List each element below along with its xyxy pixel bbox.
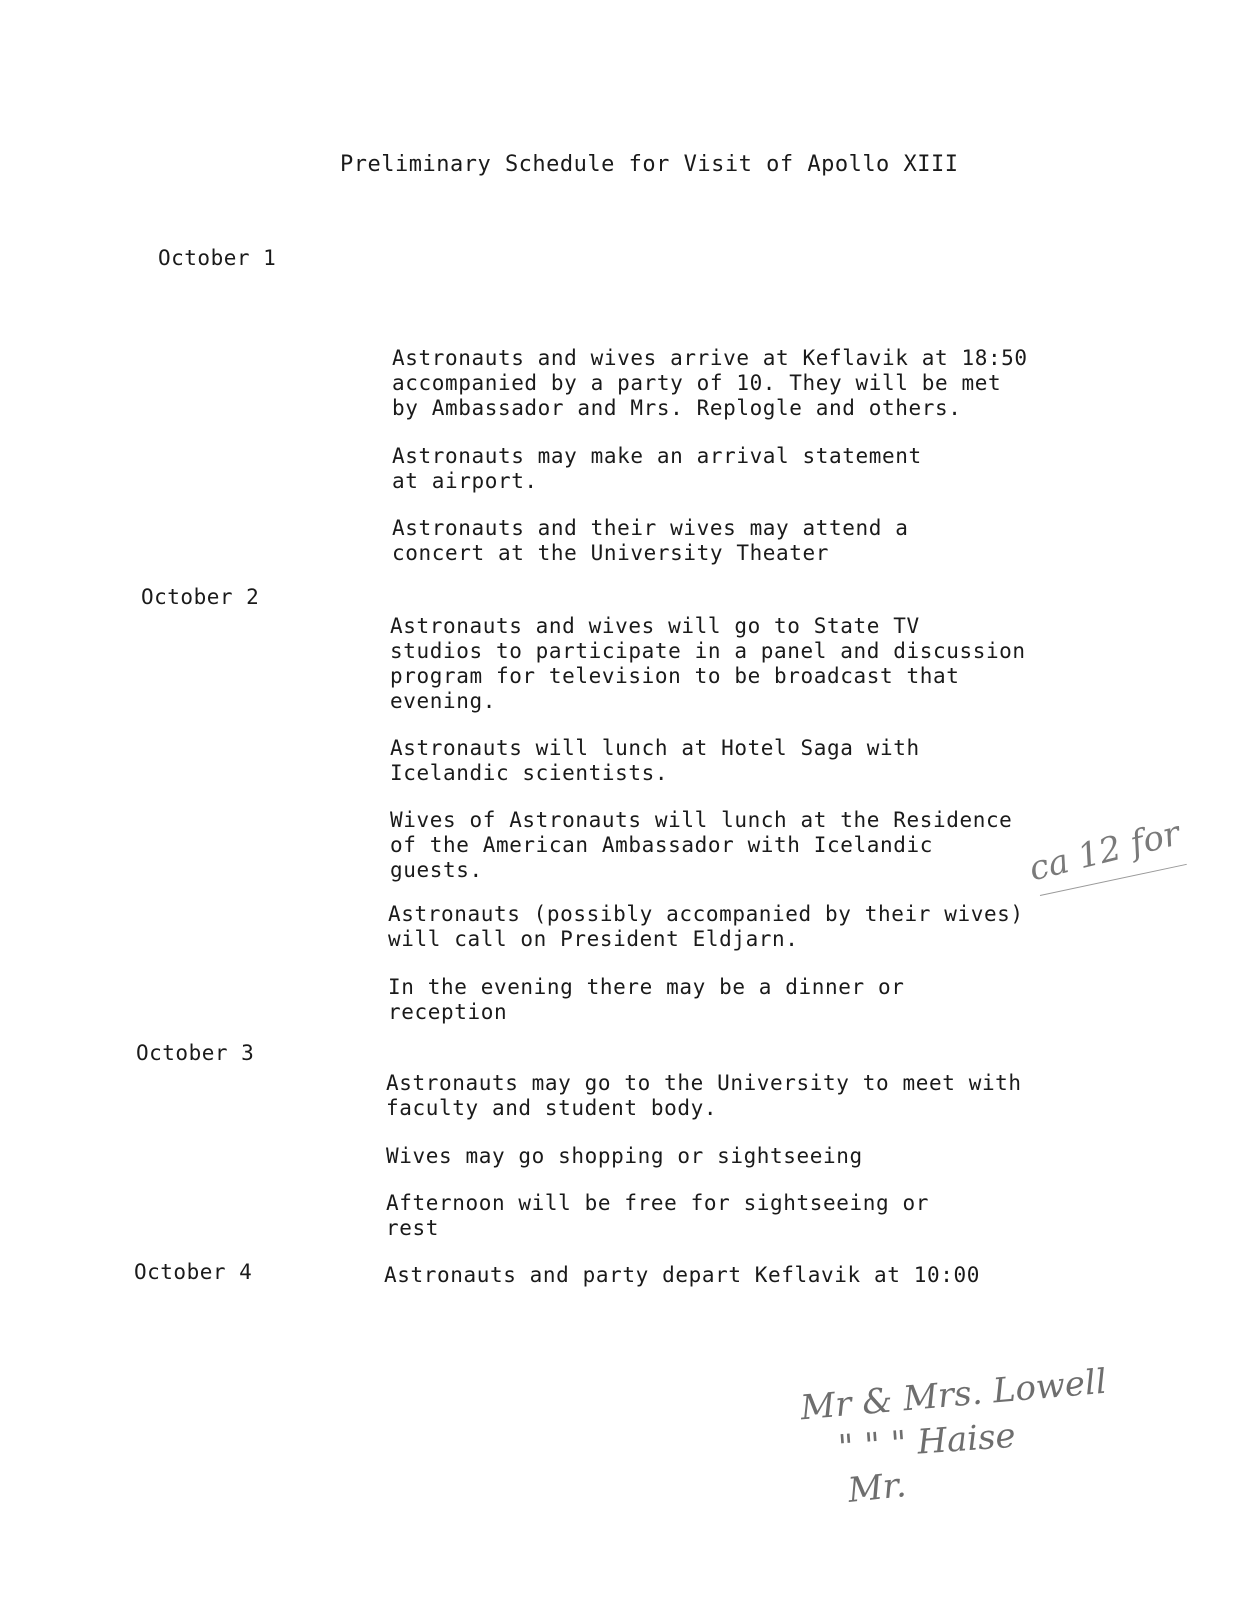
date-october-2: October 2 <box>141 585 260 609</box>
schedule-item: Wives may go shopping or sightseeing <box>386 1144 863 1168</box>
schedule-item: Astronauts and wives will go to State TV studios to participate in a panel and discussion program for television to be broadcast that evening. <box>390 614 1026 713</box>
handwritten-note-line: " " " Haise <box>836 1415 1017 1469</box>
schedule-item: Astronauts and party depart Keflavik at 10:00 <box>384 1263 980 1287</box>
schedule-item: Astronauts will lunch at Hotel Saga with Icelandic scientists. <box>390 736 920 785</box>
schedule-item: Astronauts and wives arrive at Keflavik at 18:50 accompanied by a party of 10. They will be met by Ambassador and Mrs. Replogle and others. <box>392 346 1028 420</box>
date-october-4: October 4 <box>134 1260 253 1284</box>
schedule-item: Astronauts may make an arrival statement at airport. <box>392 444 922 493</box>
document-title: Preliminary Schedule for Visit of Apollo XIII <box>340 152 959 177</box>
handwritten-note-line: Mr. <box>846 1465 909 1511</box>
schedule-item: Astronauts (possibly accompanied by their wives) will call on President Eldjarn. <box>388 902 1024 951</box>
schedule-item: Astronauts may go to the University to meet with faculty and student body. <box>386 1071 1022 1120</box>
schedule-item: In the evening there may be a dinner or reception <box>388 975 905 1024</box>
date-october-3: October 3 <box>136 1041 255 1065</box>
schedule-item: Astronauts and their wives may attend a concert at the University Theater <box>392 516 909 565</box>
schedule-item: Afternoon will be free for sightseeing or rest <box>386 1191 929 1240</box>
schedule-item: Wives of Astronauts will lunch at the Residence of the American Ambassador with Icelandic guests. <box>390 808 1013 882</box>
handwritten-note-line: Mr & Mrs. Lowell <box>798 1361 1109 1429</box>
handwritten-margin-note: ca 12 for <box>1025 813 1184 890</box>
date-october-1: October 1 <box>158 246 277 270</box>
